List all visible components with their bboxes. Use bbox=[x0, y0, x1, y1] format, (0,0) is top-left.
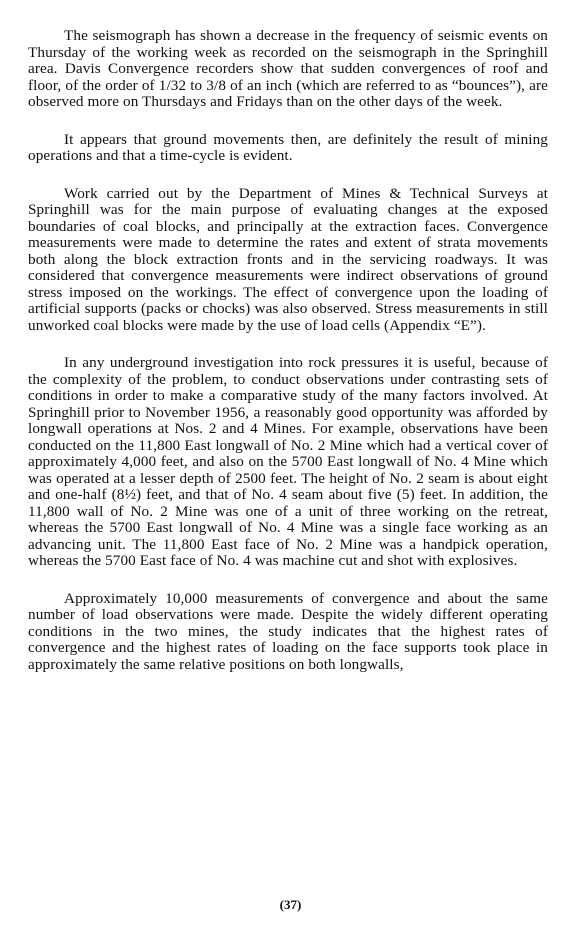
document-page bbox=[28, 28, 548, 694]
paragraph-ground-movements: It appears that ground movements then, are definitely the result of mining operations and that a time-cycle is evident. bbox=[28, 130, 548, 164]
paragraph-measurements: Approximately 10,000 measurements of convergence and about the same number of load observations were made. Despite the widely different operating conditions in the two mines, the study indicates that the highest rates of convergence and the highest rates of loading on the face supports took place in approximately the same relative positions on both longwalls, bbox=[28, 589, 548, 673]
paragraph-underground-investigation: In any underground investigation into rock pressures it is useful, because of the complexity of the problem, to conduct observations under contrasting sets of conditions in order to make a comparative study of the many factors involved. At Springhill prior to November 1956, a reasonably good opportunity was afforded by longwall operations at Nos. 2 and 4 Mines. For example, observations have been conducted on the 11,800 East longwall of No. 2 Mine which had a vertical cover of approximately 4,000 feet, and also on the 5700 East longwall of No. 4 Mine which was operated at a lesser depth of 2500 feet. The height of No. 2 seam is about eight and one-half (8½) feet, and that of No. 4 seam about five (5) feet. In addition, the 11,800 wall of No. 2 Mine was one of a unit of three working on the retreat, whereas the 5700 East longwall of No. 4 Mine was a single face working as an advancing unit. The 11,800 East face of No. 2 Mine was a handpick operation, whereas the 5700 East face of No. 4 was machine cut and shot with explosives. bbox=[28, 354, 548, 569]
page-number: (37) bbox=[279, 897, 302, 912]
paragraph-department-work: Work carried out by the Department of Mines & Technical Surveys at Springhill was for the main purpose of evaluating changes at the exposed boundaries of coal blocks, and principally at the extraction faces. Convergence measurements were made to determine the rates and extent of strata movements both along the block extraction fronts and in the servicing roadways. It was considered that convergence measurements were indirect observations of ground stress imposed on the workings. The effect of convergence upon the loading of artificial supports (packs or chocks) was also observed. Stress measurements in still unworked coal blocks were made by the use of load cells (Appendix “E”). bbox=[28, 184, 548, 334]
paragraph-seismograph: The seismograph has shown a decrease in the frequency of seismic events on Thursday of the working week as recorded on the seismograph in the Springhill area. Davis Convergence recorders show that sudden convergences of roof and floor, of the order of 1/32 to 3/8 of an inch (which are referred to as “bounces”), are observed more on Thursdays and Fridays than on the other days of the week. bbox=[28, 27, 548, 110]
